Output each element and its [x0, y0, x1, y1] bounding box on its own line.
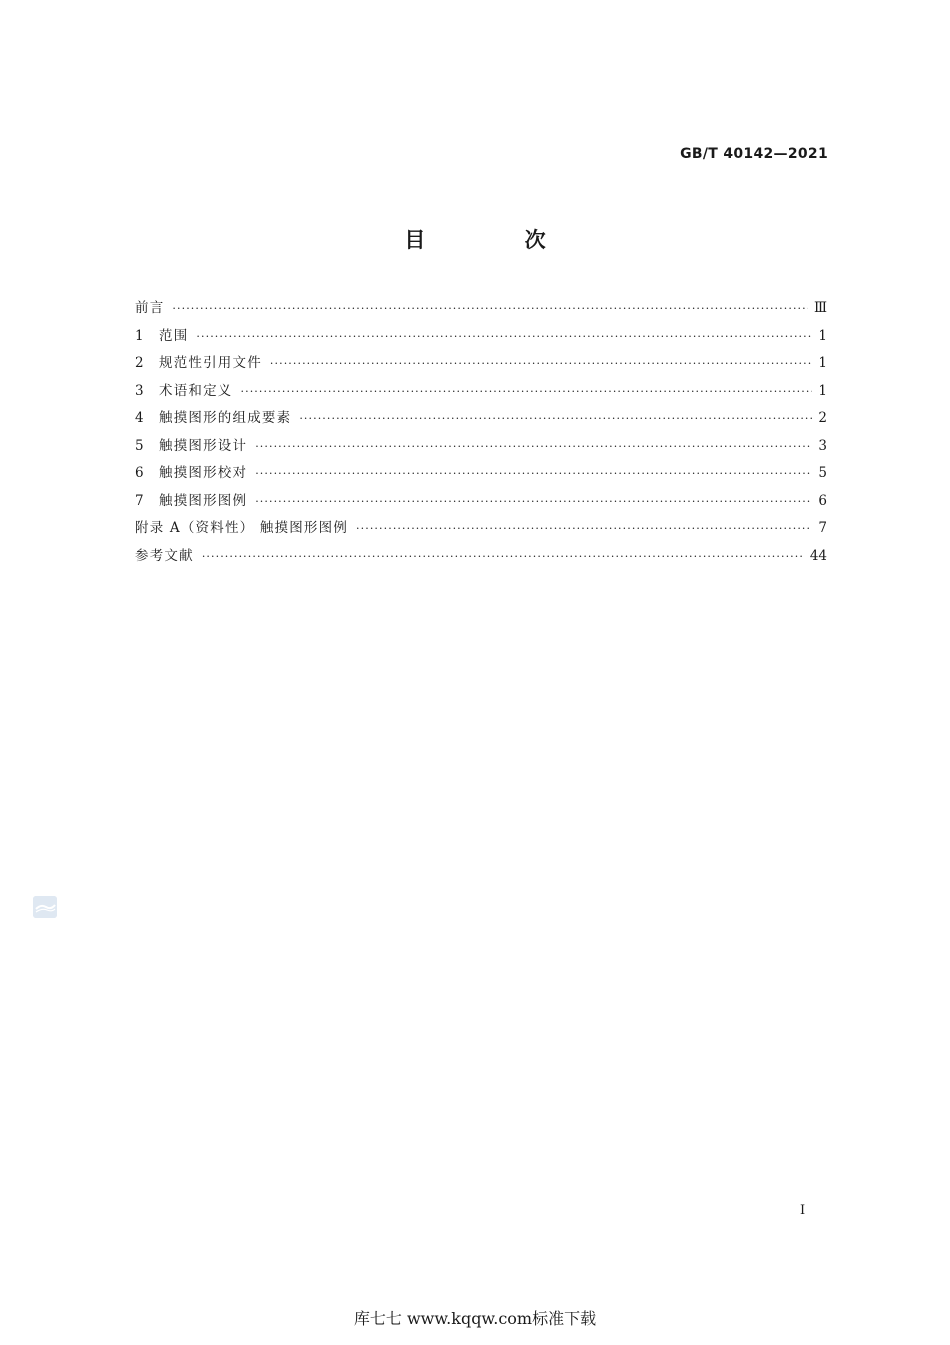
toc-entry-normative-references[interactable]	[135, 351, 827, 379]
toc-entry-components[interactable]	[135, 406, 827, 434]
standard-code: GB/T 40142—2021	[680, 146, 828, 162]
toc-leader-dots	[241, 385, 813, 398]
toc-entry-label: 术语和定义	[159, 382, 233, 399]
toc-entry-page: 3	[818, 437, 827, 454]
footer-download-note: 库七七 www.kqqw.com标准下载	[353, 1309, 597, 1328]
toc-leader-dots	[270, 357, 813, 370]
toc-entry-label: 范围	[159, 327, 189, 344]
toc-leader-dots	[255, 467, 812, 480]
page-number: I	[800, 1203, 806, 1218]
toc-entry-page: 1	[818, 327, 827, 344]
toc-entry-bibliography[interactable]	[135, 544, 827, 572]
toc-entry-label: 附录 A（资料性） 触摸图形图例	[135, 520, 349, 536]
toc-entry-label: 触摸图形的组成要素	[159, 410, 292, 426]
toc-entry-number: 5	[135, 437, 145, 454]
toc-leader-dots	[255, 495, 812, 508]
toc-entry-appendix-a[interactable]	[135, 516, 827, 544]
toc-entry-page: 1	[818, 382, 827, 399]
toc-entry-label: 规范性引用文件	[159, 355, 262, 371]
toc-entry-foreword[interactable]	[135, 296, 827, 324]
toc-entry-number: 4	[135, 410, 145, 426]
toc-entry-number: 1	[135, 327, 145, 344]
toc-entry-label: 触摸图形设计	[159, 437, 248, 454]
toc-leader-dots	[196, 330, 812, 343]
toc-entry-design[interactable]	[135, 434, 827, 462]
toc-leader-dots	[299, 412, 812, 425]
toc-entry-number: 7	[135, 492, 145, 509]
toc-entry-scope[interactable]	[135, 324, 827, 352]
toc-entry-page: 2	[818, 410, 827, 426]
toc-entry-page: Ⅲ	[813, 300, 827, 316]
toc-leader-dots	[356, 522, 812, 535]
toc-entry-terms-definitions[interactable]	[135, 379, 827, 407]
toc-entry-label: 前言	[135, 300, 165, 316]
toc-entry-label: 参考文献	[135, 547, 194, 564]
toc-entry-legend[interactable]	[135, 489, 827, 517]
toc-entry-number: 2	[135, 355, 145, 371]
toc-entry-number: 3	[135, 382, 145, 399]
toc-leader-dots	[172, 302, 808, 315]
toc-entry-page: 7	[818, 520, 827, 536]
toc-entry-label: 触摸图形图例	[159, 492, 248, 509]
toc-entry-page: 44	[809, 547, 827, 564]
toc-entry-proofreading[interactable]	[135, 461, 827, 489]
toc-entry-page: 6	[818, 492, 827, 509]
toc-leader-dots	[202, 550, 804, 563]
table-of-contents	[135, 296, 827, 571]
toc-entry-page: 1	[818, 355, 827, 371]
toc-entry-label: 触摸图形校对	[159, 465, 248, 481]
toc-title: 目 次	[404, 228, 592, 252]
toc-entry-number: 6	[135, 465, 145, 481]
sac-logo-icon	[33, 896, 57, 918]
toc-leader-dots	[255, 440, 812, 453]
toc-entry-page: 5	[818, 465, 827, 481]
